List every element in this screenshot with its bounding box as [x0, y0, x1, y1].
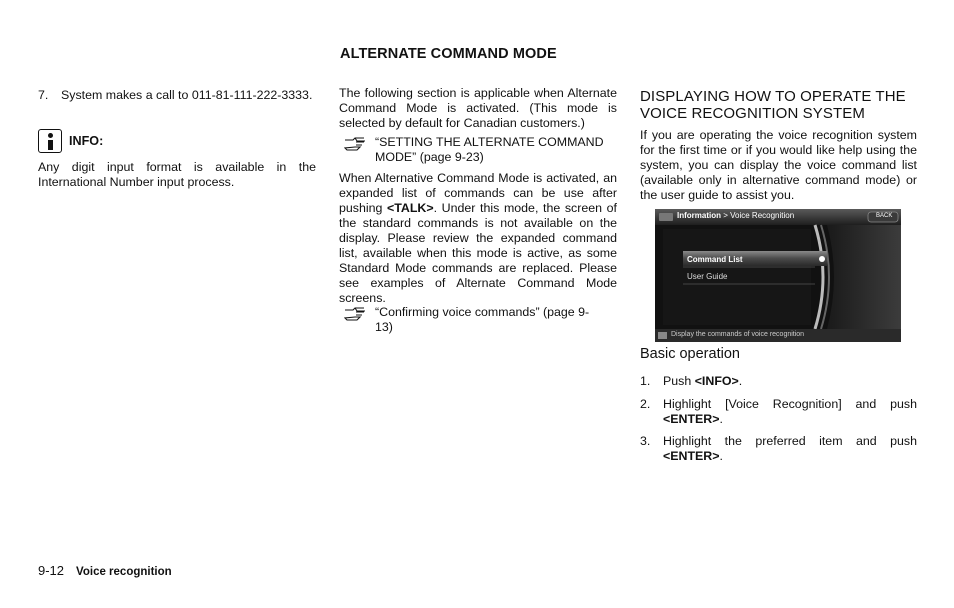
step-text-end: . — [738, 374, 743, 388]
step-number: 3. — [640, 434, 651, 448]
screen-status-text: Display the commands of voice recognition — [671, 331, 805, 338]
step-text: Highlight [Voice Recognition] and push — [663, 397, 917, 411]
screen-title-main: Information — [677, 211, 721, 220]
paragraph-text: When Alternative Command Mode is activated, an expanded list of commands can be use after pushing — [339, 171, 617, 215]
voice-recognition-screen — [655, 209, 901, 342]
step-3 — [640, 434, 917, 464]
menu-item-user-guide[interactable]: User Guide — [687, 272, 728, 281]
info-label: INFO: — [69, 134, 104, 148]
reference-confirming-commands — [339, 305, 617, 335]
info-heading — [38, 128, 103, 154]
paragraph-text-cont: . Under this mode, the screen of the standard commands is not available on the display. Please review the expanded command list, available when this mode is active, as some Standard Mode commands are replaced. Please see examples of Alternate Command Mode screens. — [339, 201, 617, 305]
step-number: 2. — [640, 397, 651, 411]
section-title: ALTERNATE COMMAND MODE — [340, 46, 557, 62]
step-1 — [640, 374, 917, 389]
step-2 — [640, 397, 917, 427]
info-body: Any digit input format is available in the International Number input process. — [38, 160, 316, 189]
step-text-end: . — [719, 412, 723, 426]
step-7 — [38, 88, 316, 103]
step-text: Highlight the preferred item and push — [663, 434, 917, 448]
pointing-hand-icon — [344, 135, 368, 151]
step-number: 7. — [38, 88, 49, 102]
back-button[interactable]: BACK — [876, 213, 893, 219]
reference-text: “Confirming voice commands” (page 9-13) — [375, 305, 590, 334]
step-text: System makes a call to 011-81-111-222-3333. — [61, 88, 313, 102]
enter-key: <ENTER> — [663, 412, 720, 426]
info-icon — [38, 129, 62, 153]
page-footer — [38, 563, 172, 578]
step-number: 1. — [640, 374, 651, 388]
reference-setting-alt-mode — [339, 135, 617, 165]
reference-text: “SETTING THE ALTERNATE COMMAND MODE” (page 9-23) — [375, 135, 604, 164]
alt-mode-paragraph — [339, 171, 617, 306]
enter-key: <ENTER> — [663, 449, 720, 463]
chapter-label: Voice recognition — [76, 566, 172, 578]
info-key: <INFO> — [694, 374, 739, 388]
step-text-end: . — [719, 449, 723, 463]
basic-operation-heading: Basic operation — [640, 346, 740, 362]
page-number: 9-12 — [38, 563, 65, 578]
display-intro: If you are operating the voice recognition system for the first time or if you would like help using the system, you can display the voice command list (available only in alternative command mode) or the user guide to assist you. — [640, 128, 917, 202]
menu-item-command-list[interactable]: Command List — [687, 255, 743, 264]
screen-title — [677, 211, 794, 220]
step-text: Push — [663, 374, 695, 388]
mode-intro: The following section is applicable when Alternate Command Mode is activated. (This mode is selected by default for Canadian customers.) — [339, 86, 617, 130]
screen-title-path: > Voice Recognition — [721, 211, 795, 220]
talk-key: <TALK> — [387, 201, 434, 215]
pointing-hand-icon — [344, 305, 368, 321]
section-heading: DISPLAYING HOW TO OPERATE THE VOICE RECOGNITION SYSTEM — [640, 88, 906, 122]
